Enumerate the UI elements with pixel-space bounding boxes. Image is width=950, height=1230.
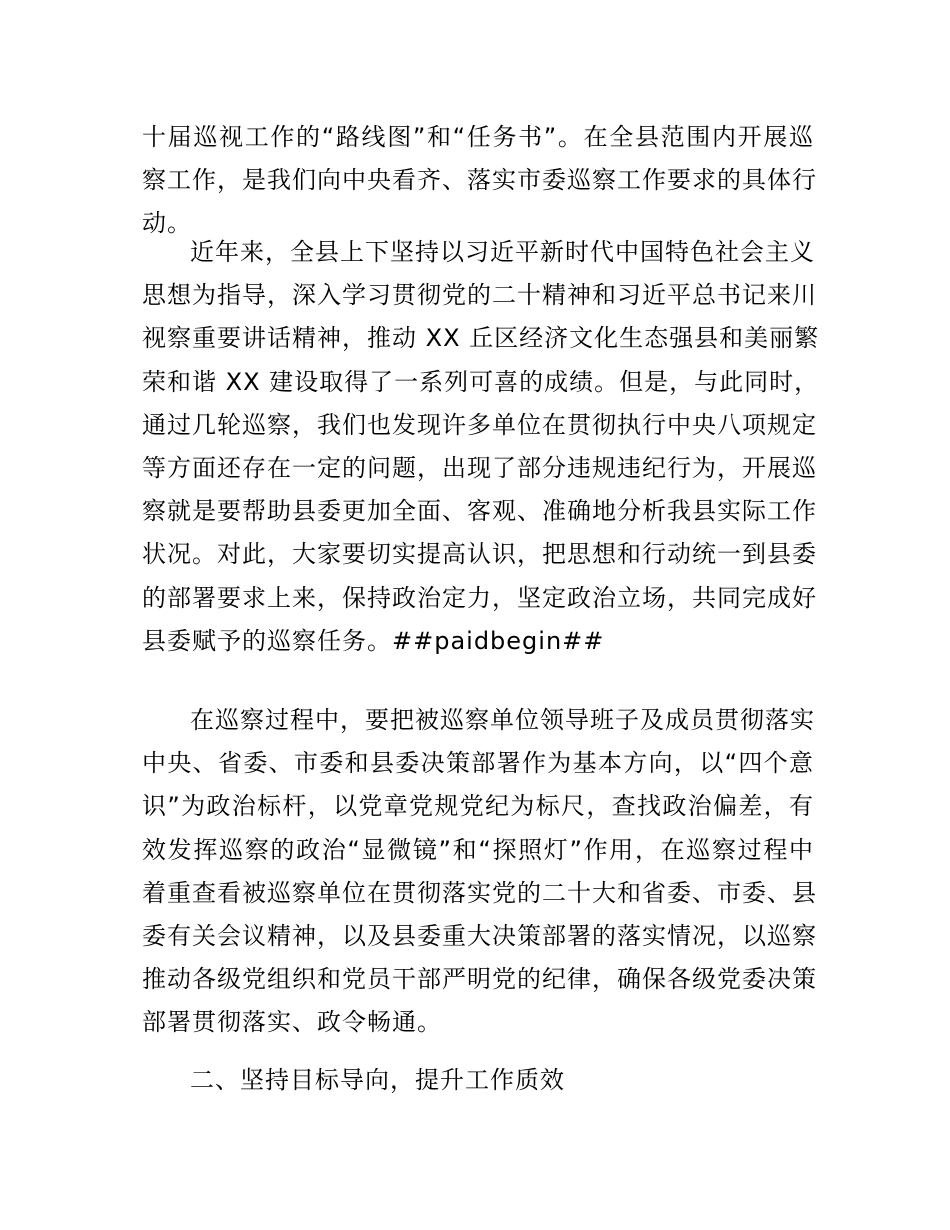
paragraph-line: 推动各级党组织和党员干部严明党的纪律，确保各级党委决策 — [142, 965, 817, 994]
paragraph-line: 通过几轮巡察，我们也发现许多单位在贯彻执行中央八项规定 — [142, 410, 817, 439]
paragraph-line: 视察重要讲话精神，推动 XX 丘区经济文化生态强县和美丽繁 — [142, 324, 820, 353]
paragraph-2 — [142, 231, 820, 663]
paragraph-line: 效发挥巡察的政治“显微镜”和“探照灯”作用，在巡察过程中 — [142, 835, 814, 864]
section-heading — [142, 1059, 814, 1102]
paragraph-line: 委有关会议精神，以及县委重大决策部署的落实情况，以巡察 — [142, 921, 817, 950]
paragraph-line: 察工作，是我们向中央看齐、落实市委巡察工作要求的具体行 — [142, 166, 817, 195]
paragraph-3 — [142, 699, 817, 1045]
paragraph-line: 的部署要求上来，保持政治定力，坚定政治立场，共同完成好 — [142, 583, 817, 612]
heading-line: 二、坚持目标导向，提升工作质效 — [190, 1066, 565, 1094]
paragraph-line: 荣和谐 XX 建设取得了一系列可喜的成绩。但是，与此同时， — [142, 367, 820, 396]
paragraph-line: 部署贯彻落实、政令畅通。 — [142, 1008, 442, 1037]
paragraph-line: 中央、省委、市委和县委决策部署作为基本方向，以“四个意 — [142, 749, 814, 778]
paragraph-1 — [142, 116, 817, 246]
paragraph-line: 动。 — [142, 209, 192, 238]
paragraph-line: 县委赋予的巡察任务。##paidbegin## — [142, 626, 605, 655]
paragraph-line: 思想为指导，深入学习贯彻党的二十精神和习近平总书记来川 — [142, 281, 817, 310]
paragraph-line: 在巡察过程中，要把被巡察单位领导班子及成员贯彻落实 — [190, 706, 815, 734]
paragraph-line: 识”为政治标杆，以党章党规党纪为标尺，查找政治偏差，有 — [142, 792, 814, 821]
paragraph-line: 察就是要帮助县委更加全面、客观、准确地分析我县实际工作 — [142, 497, 817, 526]
paragraph-line: 等方面还存在一定的问题，出现了部分违规违纪行为，开展巡 — [142, 453, 817, 482]
paragraph-line: 着重查看被巡察单位在贯彻落实党的二十大和省委、市委、县 — [142, 878, 817, 907]
paragraph-line: 十届巡视工作的“路线图”和“任务书”。在全县范围内开展巡 — [142, 123, 814, 151]
paragraph-line: 近年来，全县上下坚持以习近平新时代中国特色社会主义 — [190, 238, 815, 266]
paragraph-line: 状况。对此，大家要切实提高认识，把思想和行动统一到县委 — [142, 540, 817, 569]
